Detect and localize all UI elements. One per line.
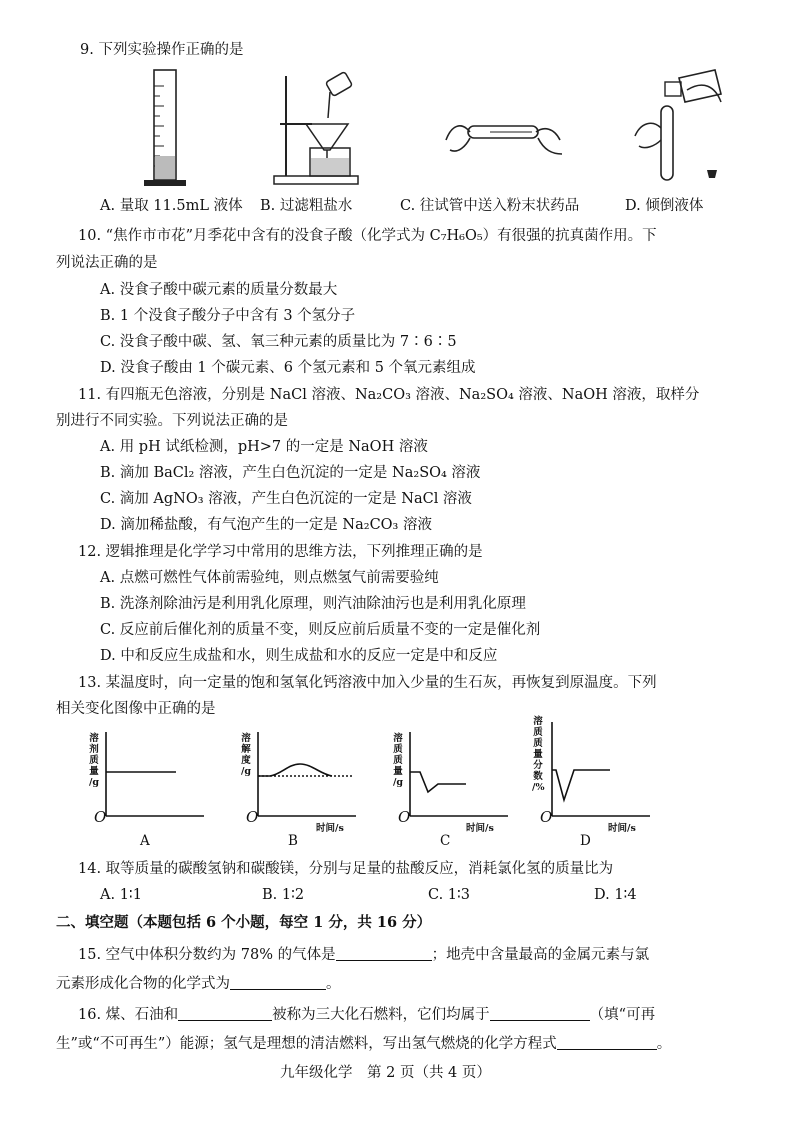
q12-option-a: A. 点燃可燃性气体前需验纯，则点燃氢气前需要验纯 [100, 570, 439, 586]
graph-c-xlabel: 时间/s [466, 823, 494, 834]
q13-stem-line2: 相关变化图像中正确的是 [56, 701, 216, 717]
q10-stem-line2: 列说法正确的是 [56, 255, 158, 271]
q9-option-d: D. 倾倒液体 [625, 198, 704, 214]
q16-blank-1[interactable] [178, 1006, 272, 1021]
q15-blank-1[interactable] [336, 946, 432, 961]
q12-option-d: D. 中和反应生成盐和水，则生成盐和水的反应一定是中和反应 [100, 648, 498, 664]
section-2-heading: 二、填空题（本题包括 6 个小题，每空 1 分，共 16 分） [56, 914, 432, 931]
q14-stem: 14. 取等质量的碳酸氢钠和碳酸镁，分别与足量的盐酸反应，消耗氯化氢的质量比为 [78, 861, 614, 877]
q16-line2: 生”或“不可再生”）能源；氢气是理想的清洁燃料，写出氢气燃烧的化学方程式 。 [56, 1036, 672, 1052]
graph-d-curve [552, 770, 610, 800]
q11-stem-line2: 别进行不同实验。下列说法正确的是 [56, 413, 288, 429]
graph-c-letter: C [440, 833, 451, 849]
q10-stem-line1: 10. “焦作市市花”月季花中含有的没食子酸（化学式为 C₇H₆O₅）有很强的抗真菌作用。下 [78, 228, 657, 244]
q12-option-b: B. 洗涤剂除油污是利用乳化原理，则汽油除油污也是利用乳化原理 [100, 596, 526, 612]
graph-a-letter: A [140, 833, 150, 849]
graph-d [546, 720, 658, 826]
q10-option-c: C. 没食子酸中碳、氢、氧三种元素的质量比为 7∶6∶5 [100, 334, 457, 350]
graph-d-xlabel: 时间/s [608, 823, 636, 834]
q15-line1: 15. 空气中体积分数约为 78% 的气体是 ；地壳中含量最高的金属元素与氯 [78, 947, 650, 963]
test-tube-powder-icon [440, 110, 570, 170]
q12-stem: 12. 逻辑推理是化学学习中常用的思维方法，下列推理正确的是 [78, 544, 483, 560]
graph-c [404, 730, 516, 826]
graph-a-origin: O [94, 808, 107, 826]
graph-a [100, 730, 210, 826]
graph-b-letter: B [288, 833, 298, 849]
q10-option-d: D. 没食子酸由 1 个碳元素、6 个氢元素和 5 个氧元素组成 [100, 360, 476, 376]
q9-option-c: C. 往试管中送入粉末状药品 [400, 198, 580, 214]
graph-c-ylabel: 溶 质 质 量 /g [392, 733, 404, 788]
q14-option-a: A. 1∶1 [100, 887, 142, 903]
graph-b-curve [258, 764, 332, 776]
q16-blank-3[interactable] [557, 1035, 657, 1050]
q9-stem: 9. 下列实验操作正确的是 [80, 42, 244, 58]
q14-option-b: B. 1∶2 [262, 887, 305, 903]
graph-d-origin: O [540, 808, 553, 826]
graph-b-xlabel: 时间/s [316, 823, 344, 834]
q10-option-a: A. 没食子酸中碳元素的质量分数最大 [100, 282, 338, 298]
q11-option-b: B. 滴加 BaCl₂ 溶液，产生白色沉淀的一定是 Na₂SO₄ 溶液 [100, 465, 481, 481]
graph-a-ylabel: 溶 剂 质 量 /g [88, 733, 100, 788]
graduated-cylinder-icon [140, 66, 190, 190]
q9-option-b: B. 过滤粗盐水 [260, 198, 353, 214]
q11-stem-line1: 11. 有四瓶无色溶液，分别是 NaCl 溶液、Na₂CO₃ 溶液、Na₂SO₄ 溶液、NaOH 溶液，取样分 [78, 387, 700, 403]
q11-option-a: A. 用 pH 试纸检测，pH>7 的一定是 NaOH 溶液 [100, 439, 428, 455]
q15-line2: 元素形成化合物的化学式为 。 [56, 976, 341, 992]
q14-option-c: C. 1∶3 [428, 887, 471, 903]
q12-option-c: C. 反应前后催化剂的质量不变，则反应前后质量不变的一定是催化剂 [100, 622, 541, 638]
graph-b-ylabel: 溶 解 度 /g [240, 733, 252, 777]
q9-option-a: A. 量取 11.5mL 液体 [100, 198, 243, 214]
page-footer: 九年级化学 第 2 页（共 4 页） [280, 1065, 491, 1081]
graph-d-ylabel: 溶 质 质 量 分 数 /% [532, 716, 545, 793]
q14-option-d: D. 1∶4 [594, 887, 637, 903]
graph-d-letter: D [580, 833, 591, 849]
q16-line1: 16. 煤、石油和 被称为三大化石燃料，它们均属于 （填“可再 [78, 1007, 656, 1023]
q15-blank-2[interactable] [230, 975, 326, 990]
graph-b [252, 730, 364, 826]
filtration-apparatus-icon [270, 68, 370, 190]
pour-liquid-icon [625, 66, 725, 190]
graph-b-origin: O [246, 808, 259, 826]
graph-c-curve [410, 772, 466, 792]
q11-option-d: D. 滴加稀盐酸，有气泡产生的一定是 Na₂CO₃ 溶液 [100, 517, 432, 533]
graph-c-origin: O [398, 808, 411, 826]
q16-blank-2[interactable] [490, 1006, 590, 1021]
q10-option-b: B. 1 个没食子酸分子中含有 3 个氢分子 [100, 308, 356, 324]
q13-stem-line1: 13. 某温度时，向一定量的饱和氢氧化钙溶液中加入少量的生石灰，再恢复到原温度。下列 [78, 675, 657, 691]
q11-option-c: C. 滴加 AgNO₃ 溶液，产生白色沉淀的一定是 NaCl 溶液 [100, 491, 472, 507]
